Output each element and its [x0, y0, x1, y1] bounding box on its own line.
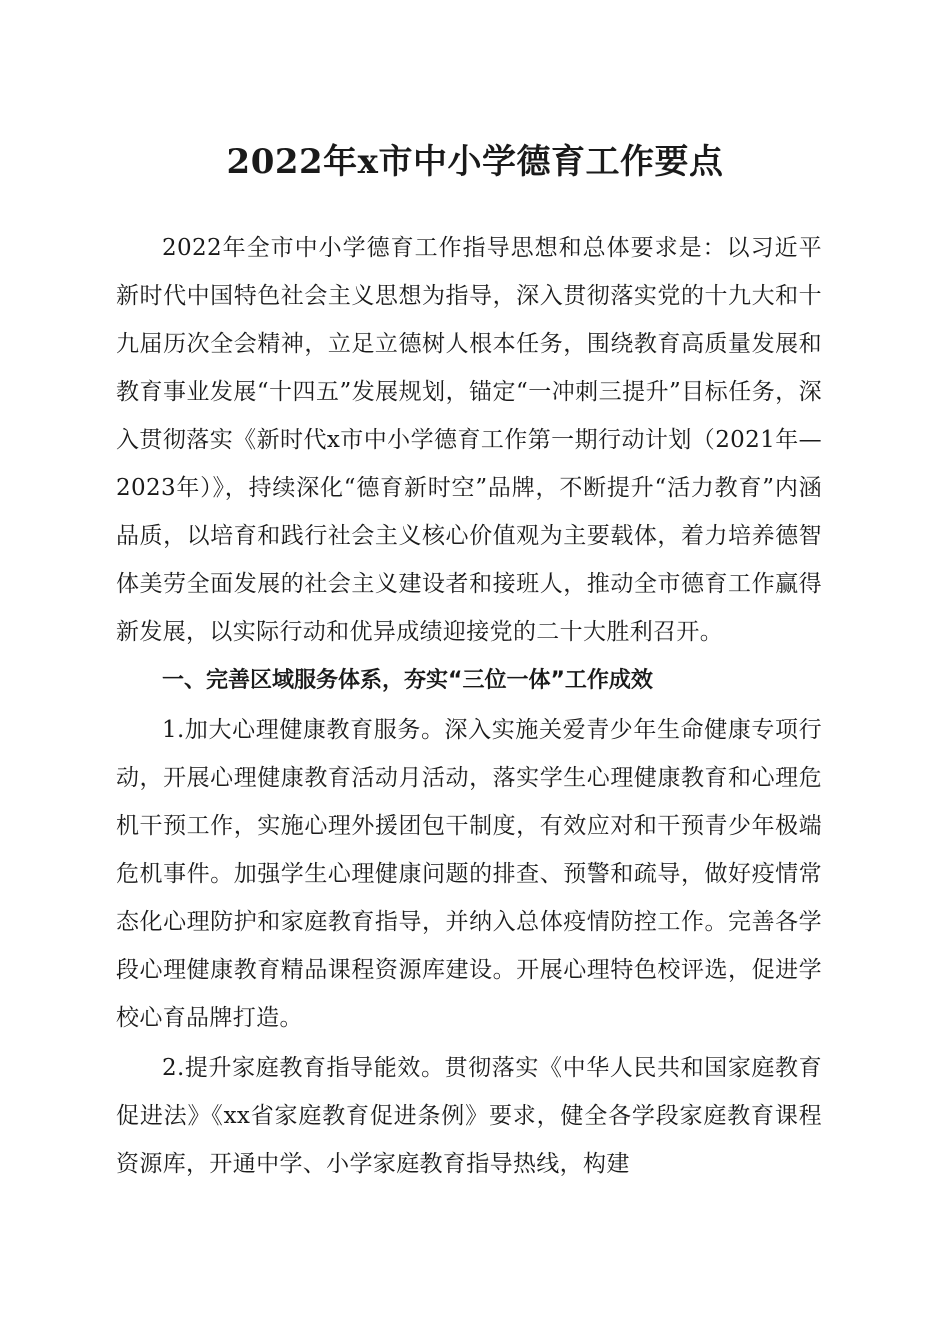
item-paragraph-2: 2.提升家庭教育指导能效。贯彻落实《中华人民共和国家庭教育促进法》《xx省家庭教育促进条例》要求，健全各学段家庭教育课程资源库，开通中学、小学家庭教育指导热线，构建: [116, 1055, 822, 1177]
document-body: [116, 224, 822, 1188]
document-title: 2022年x市中小学德育工作要点: [226, 142, 724, 182]
intro-paragraph: 2022年全市中小学德育工作指导思想和总体要求是：以习近平新时代中国特色社会主义思想为指导，深入贯彻落实党的十九大和十九届历次全会精神，立足立德树人根本任务，围绕教育高质量发展和教育事业发展“十四五”发展规划，锚定“一冲刺三提升”目标任务，深入贯彻落实《新时代x市中小学德育工作第一期行动计划（2021年—2023年）》，持续深化“德育新时空”品牌，不断提升“活力教育”内涵品质，以培育和践行社会主义核心价值观为主要载体，着力培养德智体美劳全面发展的社会主义建设者和接班人，推动全市德育工作赢得新发展，以实际行动和优异成绩迎接党的二十大胜利召开。: [116, 235, 822, 645]
section-heading-1: 一、完善区域服务体系，夯实“三位一体”工作成效: [162, 668, 653, 693]
item-paragraph-1: 1.加大心理健康教育服务。深入实施关爱青少年生命健康专项行动，开展心理健康教育活动月活动，落实学生心理健康教育和心理危机干预工作，实施心理外援团包干制度，有效应对和干预青少年极端危机事件。加强学生心理健康问题的排查、预警和疏导，做好疫情常态化心理防护和家庭教育指导，并纳入总体疫情防控工作。完善各学段心理健康教育精品课程资源库建设。开展心理特色校评选，促进学校心育品牌打造。: [116, 717, 822, 1031]
